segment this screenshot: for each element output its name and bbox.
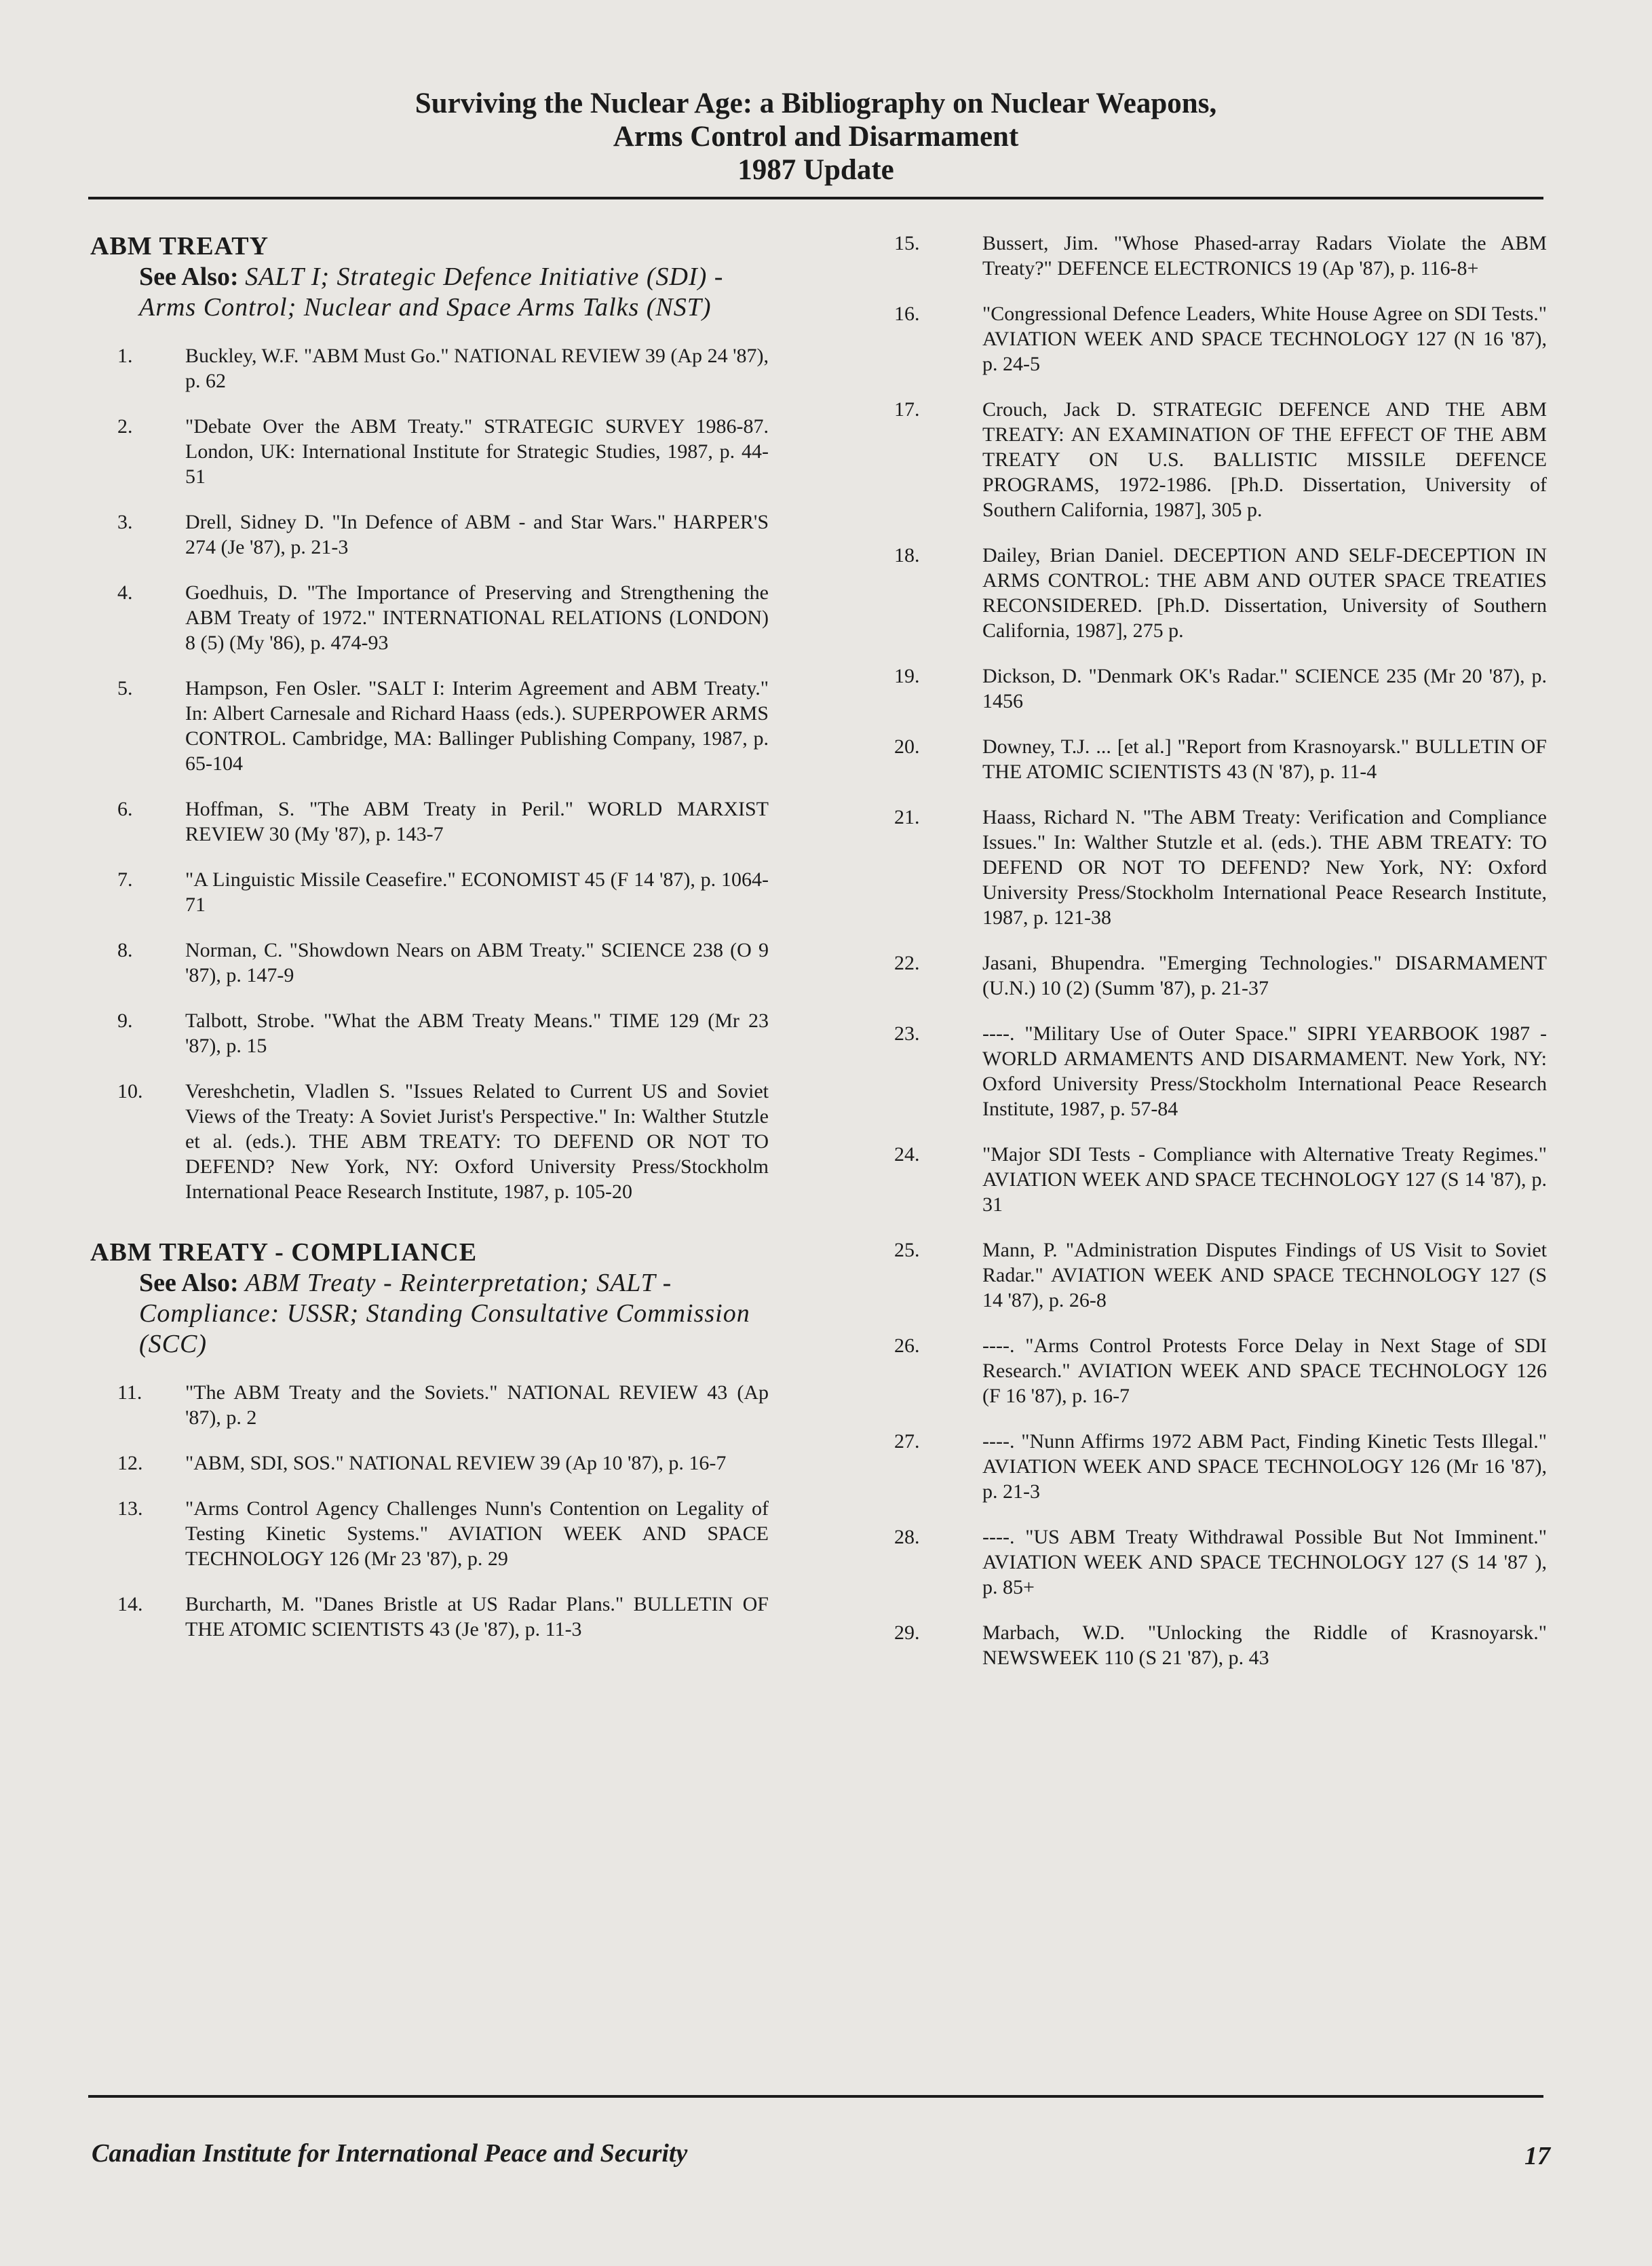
see-also-references: SALT I; Strategic Defence Initiative (SDI) - Arms Control; Nuclear and Space Arms Talks (NST)	[139, 263, 724, 322]
entry-number: 29.	[894, 1621, 920, 1644]
bibliography-entry	[882, 1142, 1547, 1217]
see-also-label: See Also:	[139, 263, 239, 291]
bibliography-entry	[882, 231, 1547, 281]
entry-text: Dailey, Brian Daniel. DECEPTION AND SELF-DECEPTION IN ARMS CONTROL: THE ABM AND OUTER SPACE TREATIES RECONSIDERED. [Ph.D. Dissertation, University of Southern California, 1987], 275 p.	[982, 544, 1547, 642]
entry-number: 28.	[894, 1526, 920, 1548]
entry-number: 14.	[117, 1593, 143, 1615]
subject-section	[90, 231, 769, 1204]
bibliography-entry	[90, 343, 769, 393]
entry-text: Vereshchetin, Vladlen S. "Issues Related to Current US and Soviet Views of the Treaty: A Soviet Jurist's Perspective." In: Walther Stutzle et al. (eds.). THE ABM TREATY: TO DEFEND OR NOT TO DEFEND? New York, NY: Oxford University Press/Stockholm International Peace Research Institute, 1987, p. 105-20	[185, 1080, 769, 1203]
entry-number: 4.	[117, 581, 133, 604]
see-also-references: ABM Treaty - Reinterpretation; SALT - Compliance: USSR; Standing Consultative Commission (SCC)	[139, 1269, 750, 1358]
bibliography-entry	[90, 867, 769, 917]
entry-text: Haass, Richard N. "The ABM Treaty: Verification and Compliance Issues." In: Walther Stutzle et al. (eds.). THE ABM TREATY: TO DEFEND OR NOT TO DEFEND? New York, NY: Oxford University Press/Stockholm International Peace Research Institute, 1987, p. 121-38	[982, 806, 1547, 929]
bibliography-entry	[90, 1008, 769, 1058]
entry-number: 10.	[117, 1080, 143, 1102]
bibliography-entry	[882, 1237, 1547, 1313]
bibliography-entry	[90, 580, 769, 655]
entry-number: 11.	[117, 1381, 142, 1404]
entry-number: 9.	[117, 1010, 133, 1032]
bibliography-entry	[90, 676, 769, 776]
right-column	[882, 231, 1547, 1691]
entry-number: 13.	[117, 1497, 143, 1520]
entry-text: Jasani, Bhupendra. "Emerging Technologies." DISARMAMENT (U.N.) 10 (2) (Summ '87), p. 21-37	[982, 952, 1547, 999]
entry-number: 19.	[894, 665, 920, 687]
bottom-rule	[88, 2095, 1543, 2098]
bibliography-entry	[90, 414, 769, 489]
entry-text: Crouch, Jack D. STRATEGIC DEFENCE AND THE ABM TREATY: AN EXAMINATION OF THE EFFECT OF THE ABM TREATY ON U.S. BALLISTIC MISSILE DEFENCE PROGRAMS, 1972-1986. [Ph.D. Dissertation, University of Southern California, 1987], 305 p.	[982, 398, 1547, 521]
entry-number: 16.	[894, 303, 920, 325]
top-rule	[88, 197, 1543, 199]
see-also-label: See Also:	[139, 1269, 239, 1297]
entry-text: Norman, C. "Showdown Nears on ABM Treaty." SCIENCE 238 (O 9 '87), p. 147-9	[185, 939, 769, 986]
entry-text: Goedhuis, D. "The Importance of Preserving and Strengthening the ABM Treaty of 1972." INTERNATIONAL RELATIONS (LONDON) 8 (5) (My '86), p. 474-93	[185, 581, 769, 654]
bibliography-entry	[90, 1496, 769, 1571]
entry-text: Dickson, D. "Denmark OK's Radar." SCIENCE 235 (Mr 20 '87), p. 1456	[982, 665, 1547, 712]
entry-text: "Major SDI Tests - Compliance with Alternative Treaty Regimes." AVIATION WEEK AND SPACE TECHNOLOGY 127 (S 14 '87), p. 31	[982, 1143, 1547, 1216]
bibliography-entry	[90, 1380, 769, 1430]
entry-number: 18.	[894, 544, 920, 566]
entry-number: 24.	[894, 1143, 920, 1166]
page-number: 17	[1524, 2142, 1550, 2170]
bibliography-entry	[90, 1451, 769, 1476]
bibliography-entry	[882, 664, 1547, 714]
entry-text: ----. "US ABM Treaty Withdrawal Possible But Not Imminent." AVIATION WEEK AND SPACE TECHNOLOGY 127 (S 14 '87 ), p. 85+	[982, 1526, 1547, 1598]
entry-text: "Debate Over the ABM Treaty." STRATEGIC SURVEY 1986-87. London, UK: International Institute for Strategic Studies, 1987, p. 44-51	[185, 415, 769, 488]
entry-number: 6.	[117, 798, 133, 820]
entry-number: 7.	[117, 868, 133, 891]
bibliography-entry	[90, 510, 769, 560]
bibliography-entry	[882, 1429, 1547, 1504]
bibliography-entry	[90, 1079, 769, 1204]
entry-text: Buckley, W.F. "ABM Must Go." NATIONAL REVIEW 39 (Ap 24 '87), p. 62	[185, 345, 769, 392]
subject-section	[90, 1237, 769, 1642]
entry-text: Mann, P. "Administration Disputes Findings of US Visit to Soviet Radar." AVIATION WEEK AND SPACE TECHNOLOGY 127 (S 14 '87), p. 26-8	[982, 1239, 1547, 1311]
entry-text: Drell, Sidney D. "In Defence of ABM - and Star Wars." HARPER'S 274 (Je '87), p. 21-3	[185, 511, 769, 558]
bibliography-entry	[882, 397, 1547, 522]
bibliography-entry	[882, 1333, 1547, 1408]
entry-number: 2.	[117, 415, 133, 438]
title-line: Surviving the Nuclear Age: a Bibliography on Nuclear Weapons,	[415, 88, 1217, 119]
entry-number: 12.	[117, 1452, 143, 1474]
entry-number: 23.	[894, 1022, 920, 1045]
entry-number: 5.	[117, 677, 133, 699]
entry-text: Hoffman, S. "The ABM Treaty in Peril." WORLD MARXIST REVIEW 30 (My '87), p. 143-7	[185, 798, 769, 845]
entry-text: ----. "Military Use of Outer Space." SIPRI YEARBOOK 1987 - WORLD ARMAMENTS AND DISARMAMENT. New York, NY: Oxford University Press/Stockholm International Peace Research Institute, 1987, p. 57-84	[982, 1022, 1547, 1120]
section-heading: ABM TREATY - COMPLIANCE	[90, 1238, 478, 1267]
bibliography-entry	[882, 1021, 1547, 1121]
entry-text: "ABM, SDI, SOS." NATIONAL REVIEW 39 (Ap 10 '87), p. 16-7	[185, 1452, 727, 1474]
bibliography-entry	[882, 1620, 1547, 1670]
entry-text: "Arms Control Agency Challenges Nunn's Contention on Legality of Testing Kinetic Systems." AVIATION WEEK AND SPACE TECHNOLOGY 126 (Mr 23 '87), p. 29	[185, 1497, 769, 1570]
entry-number: 8.	[117, 939, 133, 961]
entry-text: Burcharth, M. "Danes Bristle at US Radar Plans." BULLETIN OF THE ATOMIC SCIENTISTS 43 (Je '87), p. 11-3	[185, 1593, 769, 1640]
entry-number: 27.	[894, 1430, 920, 1453]
entry-number: 26.	[894, 1334, 920, 1357]
footer-publisher: Canadian Institute for International Peace and Security	[92, 2139, 688, 2168]
entry-text: Bussert, Jim. "Whose Phased-array Radars Violate the ABM Treaty?" DEFENCE ELECTRONICS 19 (Ap '87), p. 116-8+	[982, 232, 1547, 280]
entry-text: "A Linguistic Missile Ceasefire." ECONOMIST 45 (F 14 '87), p. 1064-71	[185, 868, 769, 916]
section-heading: ABM TREATY	[90, 232, 269, 261]
entry-text: "Congressional Defence Leaders, White House Agree on SDI Tests." AVIATION WEEK AND SPACE TECHNOLOGY 127 (N 16 '87), p. 24-5	[982, 303, 1547, 375]
bibliography-entry	[882, 950, 1547, 1001]
bibliography-entry	[90, 938, 769, 988]
bibliography-entry	[882, 1524, 1547, 1600]
bibliography-entry	[882, 543, 1547, 643]
see-also	[139, 262, 769, 323]
entry-number: 1.	[117, 345, 133, 367]
entry-text: Talbott, Strobe. "What the ABM Treaty Means." TIME 129 (Mr 23 '87), p. 15	[185, 1010, 769, 1057]
entry-text: "The ABM Treaty and the Soviets." NATIONAL REVIEW 43 (Ap '87), p. 2	[185, 1381, 769, 1429]
entry-number: 22.	[894, 952, 920, 974]
entry-text: Hampson, Fen Osler. "SALT I: Interim Agreement and ABM Treaty." In: Albert Carnesale and Richard Haass (eds.). SUPERPOWER ARMS CONTROL. Cambridge, MA: Ballinger Publishing Company, 1987, p. 65-104	[185, 677, 769, 775]
page-title	[88, 87, 1543, 187]
title-line: Arms Control and Disarmament	[613, 121, 1019, 153]
entry-text: ----. "Nunn Affirms 1972 ABM Pact, Finding Kinetic Tests Illegal." AVIATION WEEK AND SPACE TECHNOLOGY 126 (Mr 16 '87), p. 21-3	[982, 1430, 1547, 1503]
entry-text: ----. "Arms Control Protests Force Delay in Next Stage of SDI Research." AVIATION WEEK AND SPACE TECHNOLOGY 126 (F 16 '87), p. 16-7	[982, 1334, 1547, 1407]
title-line: 1987 Update	[737, 154, 894, 186]
left-column	[90, 231, 769, 1674]
entry-number: 20.	[894, 735, 920, 758]
entry-number: 17.	[894, 398, 920, 421]
bibliography-entry	[882, 734, 1547, 784]
bibliography-entry	[882, 805, 1547, 930]
entry-number: 3.	[117, 511, 133, 533]
bibliography-entry	[882, 301, 1547, 377]
bibliography-entry	[90, 1592, 769, 1642]
entry-text: Marbach, W.D. "Unlocking the Riddle of Krasnoyarsk." NEWSWEEK 110 (S 21 '87), p. 43	[982, 1621, 1547, 1669]
entry-number: 15.	[894, 232, 920, 254]
entry-text: Downey, T.J. ... [et al.] "Report from Krasnoyarsk." BULLETIN OF THE ATOMIC SCIENTISTS 43 (N '87), p. 11-4	[982, 735, 1547, 783]
entry-number: 25.	[894, 1239, 920, 1261]
see-also	[139, 1268, 769, 1360]
entry-number: 21.	[894, 806, 920, 828]
bibliography-entry	[90, 796, 769, 847]
